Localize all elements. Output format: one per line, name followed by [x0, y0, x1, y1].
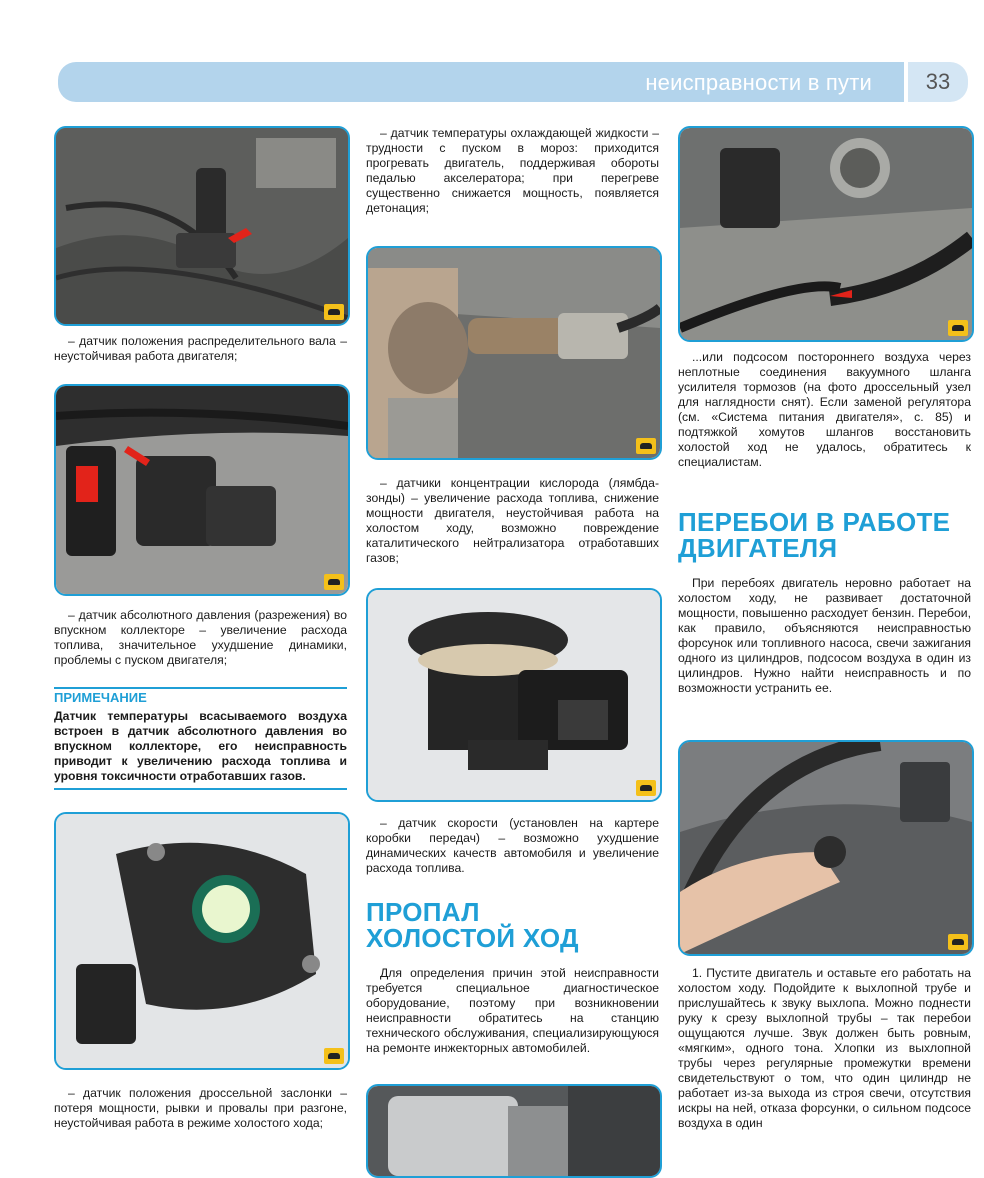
camera-icon [324, 304, 344, 320]
camera-icon [324, 1048, 344, 1064]
section-title: неисправности в пути [645, 70, 872, 95]
camera-icon [324, 574, 344, 590]
camera-icon [636, 780, 656, 796]
note-title: ПРИМЕЧАНИЕ [54, 687, 347, 705]
caption-lambda-sensor: – датчики концентрации кислорода (лямбда-зонды) – увеличение расхода топлива, снижение мощности двигателя, неустойчивая работа на холостом ходу, возможно повреждение каталитического нейтрализатора отработавших газов; [366, 476, 659, 565]
page-number: 33 [908, 62, 968, 102]
photo-speed-sensor [366, 588, 662, 802]
heading-idle-line2: ХОЛОСТОЙ ХОД [366, 923, 579, 953]
note-text: Датчик температуры всасываемого воздуха встроен в датчик абсолютного давления во впускном коллекторе, его неисправность приводит к увеличению расхода топлива и уровня токсичности отработавших газов. [54, 709, 347, 790]
photo-lambda-sensor [366, 246, 662, 460]
header-band [58, 62, 904, 102]
photo-map-sensor [54, 384, 350, 596]
text-misfire: При перебоях двигатель неровно работает на холостом ходу, не развивает достаточной мощности, повышенно расходует бензин. Перебои, как правило, объясняются неисправностью форсунок или топливного насоса, свечи зажигания одного из цилиндров, подсосом воздуха в один из цилиндров. Нужно найти неисправность и по возможности устранить ее. [678, 576, 971, 695]
caption-camshaft-sensor: – датчик положения распределительного вала – неустойчивая работа двигателя; [54, 334, 347, 363]
photo-camshaft-sensor [54, 126, 350, 326]
camera-icon [636, 438, 656, 454]
photo-idle-regulator [366, 1084, 662, 1178]
camera-icon [948, 320, 968, 336]
caption-speed-sensor: – датчик скорости (установлен на картере коробки передач) – возможно ухудшение динамических качеств автомобиля и увеличение расхода топлива. [366, 816, 659, 875]
caption-throttle-body: ...или подсосом постороннего воздуха через неплотные соединения вакуумного шланга усилителя тормозов (на фото дроссельный узел для наглядности снят). Если заменой регулятора (см. «Система питания двигателя», с. 85) и подтяжкой хомутов шлангов восстановить холостой ход не удалось, обратитесь к специалистам. [678, 350, 971, 469]
heading-idle-line1: ПРОПАЛ [366, 897, 480, 927]
photo-ignition-key [678, 740, 974, 956]
text-step1: 1. Пустите двигатель и оставьте его работать на холостом ходу. Подойдите к выхлопной трубе и прислушайтесь к звуку выхлопа. Можно поднести руку к срезу выхлопной трубы – так перебои ощущаются лучше. Звук должен быть ровным, «мягким», одного тона. Хлопки из выхлопной трубы через регулярные промежутки времени свидетельствуют о том, что один цилиндр не работает из-за выхода из строя свечи, отсутствия искры на ней, отказа форсунки, о сильном подсосе воздуха в один [678, 966, 971, 1130]
photo-throttle-body [678, 126, 974, 342]
heading-misfire-line1: ПЕРЕБОИ В РАБОТЕ [678, 507, 951, 537]
photo-throttle-position-sensor [54, 812, 350, 1070]
caption-throttle-position-sensor: – датчик положения дроссельной заслонки – потеря мощности, рывки и провалы при разгоне, неустойчивая работа в режиме холостого хода; [54, 1086, 347, 1130]
text-coolant-sensor: – датчик температуры охлаждающей жидкости – трудности с пуском в мороз: приходится прогревать двигатель, поддерживая обороты педалью акселератора; при перегреве существенно снижается мощность, появляется детонация; [366, 126, 659, 215]
caption-map-sensor: – датчик абсолютного давления (разрежения) во впускном коллекторе – увеличение расхода топлива, значительное ухудшение динамики, проблемы с пуском двигателя; [54, 608, 347, 667]
camera-icon [948, 934, 968, 950]
heading-misfire-line2: ДВИГАТЕЛЯ [678, 533, 838, 563]
text-idle: Для определения причин этой неисправности требуется специальное диагностическое оборудование, поэтому при возникновении неисправности обратитесь на станцию технического обслуживания, специализирующуюся на ремонте инжекторных автомобилей. [366, 966, 659, 1055]
